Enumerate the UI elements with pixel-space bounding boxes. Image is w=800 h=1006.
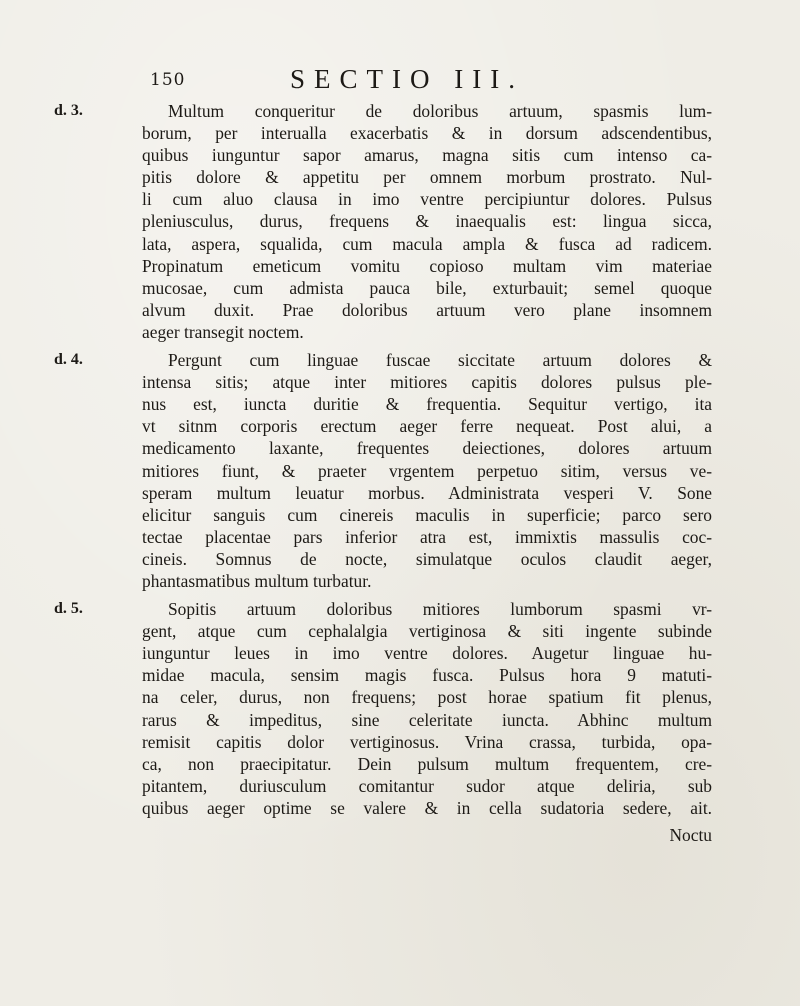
paragraph-day-4 bbox=[54, 349, 712, 592]
text-line: pitantem, duriusculum comitantur sudor atque deliria, sub bbox=[142, 775, 712, 796]
text-line: intensa sitis; atque inter mitiores capitis dolores pulsus ple- bbox=[142, 372, 712, 393]
text-body bbox=[54, 100, 712, 849]
text-line: Sopitis artuum doloribus mitiores lumborum spasmi vr- bbox=[168, 599, 712, 620]
text-line: Pergunt cum linguae fuscae siccitate artuum dolores & bbox=[168, 350, 712, 371]
text-line: Propinatum emeticum vomitu copioso multam vim materiae bbox=[142, 255, 712, 276]
text-line: remisit capitis dolor vertiginosus. Vrina crassa, turbida, opa- bbox=[142, 731, 712, 752]
text-line: quibus iunguntur sapor amarus, magna sitis cum intenso ca- bbox=[142, 145, 712, 166]
text-line: rarus & impeditus, sine celeritate iuncta. Abhinc multum bbox=[142, 709, 712, 730]
text-line: elicitur sanguis cum cinereis maculis in superficie; parco sero bbox=[142, 504, 712, 525]
day-marker: d. 5. bbox=[54, 600, 83, 618]
text-line: cineis. Somnus de nocte, simulatque oculos claudit aeger, bbox=[142, 548, 712, 569]
text-line: phantasmatibus multum turbatur. bbox=[142, 570, 372, 591]
running-head: SECTIO III. bbox=[290, 64, 524, 94]
catchword: Noctu bbox=[669, 825, 712, 845]
text-line: alvum duxit. Prae doloribus artuum vero plane insomnem bbox=[142, 299, 712, 320]
text-line: Multum conqueritur de doloribus artuum, spasmis lum- bbox=[168, 101, 712, 121]
text-line: tectae placentae pars inferior atra est, immixtis massulis coc- bbox=[142, 526, 712, 547]
text-line: nus est, iuncta duritie & frequentia. Sequitur vertigo, ita bbox=[142, 394, 712, 415]
text-line: lata, aspera, squalida, cum macula ampla & fusca ad radicem. bbox=[142, 233, 712, 254]
text-line: mitiores fiunt, & praeter vrgentem perpetuo sitim, versus ve- bbox=[142, 460, 712, 481]
paragraph-day-5 bbox=[54, 598, 712, 819]
text-line: quibus aeger optime se valere & in cella sudatoria sedere, ait. bbox=[142, 797, 712, 818]
text-line: gent, atque cum cephalalgia vertiginosa & siti ingente subinde bbox=[142, 621, 712, 642]
day-marker: d. 3. bbox=[54, 102, 83, 119]
text-line: borum, per interualla exacerbatis & in dorsum adscendentibus, bbox=[142, 123, 712, 144]
text-line: vt sitnm corporis erectum aeger ferre nequeat. Post alui, a bbox=[142, 416, 712, 437]
paragraph-day-3 bbox=[54, 100, 712, 343]
page-number: 150 bbox=[150, 70, 186, 90]
text-line: pleniusculus, durus, frequens & inaequalis est: lingua sicca, bbox=[142, 211, 712, 232]
text-line: pitis dolore & appetitu per omnem morbum prostrato. Nul- bbox=[142, 167, 712, 188]
text-line: aeger transegit noctem. bbox=[142, 321, 304, 342]
day-marker: d. 4. bbox=[54, 351, 83, 369]
text-line: speram multum leuatur morbus. Administrata vesperi V. Sone bbox=[142, 482, 712, 503]
text-line: mucosae, cum admista pauca bile, exturbauit; semel quoque bbox=[142, 277, 712, 298]
page-header bbox=[150, 64, 710, 96]
text-line: midae macula, sensim magis fusca. Pulsus hora 9 matuti- bbox=[142, 665, 712, 686]
text-line: li cum aluo clausa in imo ventre percipiuntur dolores. Pulsus bbox=[142, 189, 712, 210]
text-line: medicamento laxante, frequentes deiectiones, dolores artuum bbox=[142, 438, 712, 459]
text-line: iunguntur leues in imo ventre dolores. Augetur linguae hu- bbox=[142, 643, 712, 664]
text-line: ca, non praecipitatur. Dein pulsum multum frequentem, cre- bbox=[142, 753, 712, 774]
text-line: na celer, durus, non frequens; post horae spatium fit plenus, bbox=[142, 687, 712, 708]
